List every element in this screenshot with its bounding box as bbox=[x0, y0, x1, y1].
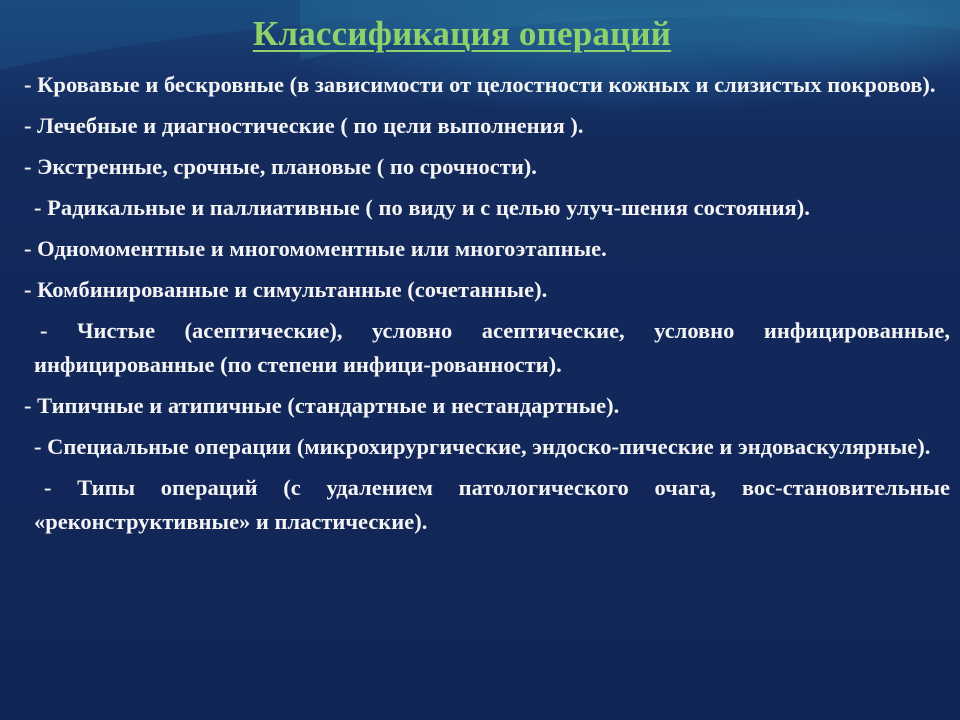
classification-list bbox=[12, 68, 950, 546]
list-item: - Одномоментные и многомоментные или многоэтапные. bbox=[24, 236, 607, 261]
list-item: - Лечебные и диагностические ( по цели выполнения ). bbox=[24, 113, 584, 138]
list-item: - Радикальные и паллиативные ( по виду и с целью улуч-шения состояния). bbox=[34, 195, 810, 220]
list-item: - Кровавые и бескровные (в зависимости от целостности кожных и слизистых покровов). bbox=[24, 72, 936, 97]
slide-title: Классификация операций bbox=[252, 14, 672, 53]
list-item: - Специальные операции (микрохирургические, эндоско-пические и эндоваскулярные). bbox=[34, 434, 931, 459]
list-item: - Типичные и атипичные (стандартные и нестандартные). bbox=[24, 393, 620, 418]
list-item: - Экстренные, срочные, плановые ( по срочности). bbox=[24, 154, 537, 179]
list-item: - Чистые (асептические), условно асептические, условно инфицированные, инфицированные (по степени инфици-рованности). bbox=[34, 318, 950, 377]
list-item: - Комбинированные и симультанные (сочетанные). bbox=[24, 277, 548, 302]
list-item: - Типы операций (с удалением патологического очага, вос-становительные «реконструктивные» и пластические). bbox=[34, 475, 950, 534]
